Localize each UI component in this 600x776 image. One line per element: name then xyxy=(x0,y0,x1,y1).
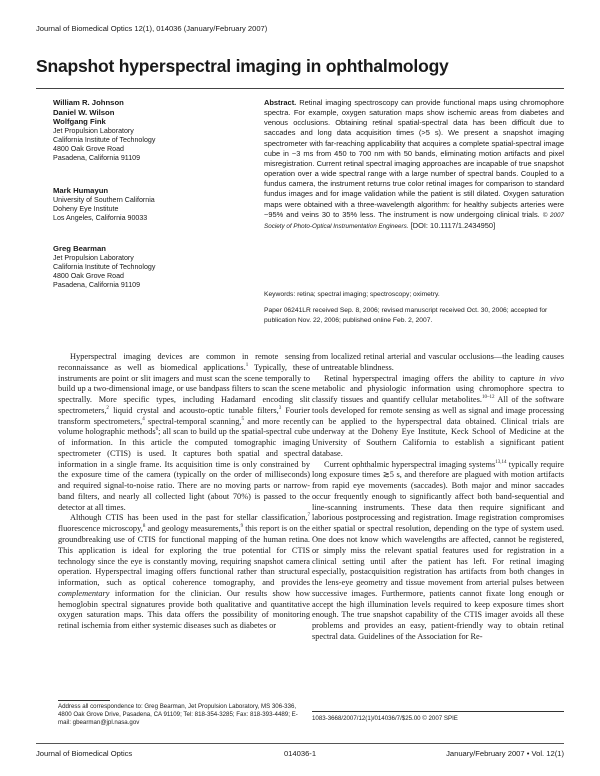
author-block-2 xyxy=(53,186,253,223)
affiliation-line: Doheny Eye Institute xyxy=(53,204,119,213)
text-run: Hyperspectral imaging devices are common in remote sensing reconnaissance as well as biomedical applications. xyxy=(58,352,310,372)
text-run: and more recently volume holographic methods xyxy=(58,416,310,437)
body-column-left xyxy=(58,352,310,632)
footer-journal: Journal of Biomedical Optics xyxy=(36,749,133,758)
author-name: William R. Johnson xyxy=(53,98,124,107)
text-run: and geology measurements, xyxy=(145,524,241,534)
affiliation-line: University of Southern California xyxy=(53,195,155,204)
footnote-divider xyxy=(58,700,110,701)
affiliation-line: 4800 Oak Grove Road xyxy=(53,145,124,154)
text-run: this report is on the groundbreaking use of CTIS for functional mapping of the human retina. This application is ideal for exploring the true potential for CTIS technology since the eye is constantly moving, requiring snapshot camera operation. Hyperspectral imaging offers functional rather than structural information, such as optical coherence tomography, and provides xyxy=(58,524,311,588)
correspondence-note: Address all correspondence to: Greg Bearman, Jet Propulsion Laboratory, MS 306-336, 4800 Oak Grove Drive, Pasadena, CA 91109; Tel: 818-354-3285; Fax: 818-393-4489; E-mail: gbearman@jpl.nasa.gov xyxy=(58,703,298,727)
body-column-right xyxy=(312,352,564,643)
reference-number: 2 xyxy=(106,406,109,412)
reference-number: 4 xyxy=(142,416,145,422)
received-dates: Paper 06241LR received Sep. 8, 2006; revised manuscript received Oct. 30, 2006; accepted for publication Nov. 22, 2006; published online Feb. 2, 2007. xyxy=(264,307,548,324)
text-run: Although CTIS has been used in the past for stellar classification, xyxy=(70,513,308,523)
body-paragraph xyxy=(312,460,564,643)
reference-number: 1 xyxy=(245,362,249,368)
abstract-label: Abstract. xyxy=(264,98,297,107)
reference-number: 10–12 xyxy=(481,395,495,401)
issn-divider xyxy=(312,711,564,712)
reference-number: 7 xyxy=(307,513,310,519)
text-run: typically require long exposure times ≳5 s, and therefore are plagued with motion artifacts from rapid eye movements (saccades). Both major and minor saccades occur frequently enough to significantly affect both band-sequential and line-scanning instruments. These data then require significant and laborious postprocessing and registration. Image registration compromises either spatial or spectral resolution, depending on the type of system used. One does not know which wavelengths are affected, cannot be registered, or simply miss the relevant spatial features used for registration in a clinical setting until after the patient has left. For retinal imaging especially, postacquisition registration has artifacts from both changes in the lens-eye geometry and tissue movement from arterial pulses between successive images. Furthermore, patients cannot fixate long enough or accept the high illumination levels required to keep exposure times short enough. The true snapshot capability of the CTIS imager avoids all these problems and provides an easy, patient-friendly way to obtain retinal spectral data. Guidelines of the Association for Re- xyxy=(312,459,564,641)
text-run: All of the software tools developed for remote sensing as well as signal and image processing can be applied to the hyperspectral data obtained. Clinical trials are underway at the Doheny Eye Institute, Keck School of Medicine at the University of Southern California to establish a significant patient database. xyxy=(312,395,564,458)
text-run: liquid crystal and acousto-optic tunable filters, xyxy=(108,405,279,415)
affiliation-line: California Institute of Technology xyxy=(53,262,156,271)
text-run: Current ophthalmic hyperspectral imaging systems xyxy=(324,459,496,469)
text-run: metabolic and physiologic information using chromophore spectra to classify tissues and quantify cellular metabolites. xyxy=(312,384,564,405)
text-run-italic: complementary xyxy=(58,588,110,598)
affiliation-line: 4800 Oak Grove Road xyxy=(53,272,124,280)
abstract xyxy=(264,98,564,232)
reference-number: 13,14 xyxy=(495,459,507,465)
affiliation-line: Pasadena, California 91109 xyxy=(53,281,141,290)
body-paragraph xyxy=(58,513,310,631)
reference-number: 9 xyxy=(240,524,244,530)
abstract-text: Retinal imaging spectroscopy can provide functional maps using chromophore spectra. For example, oxygen saturation maps show ischemic areas from diabetes and venous occlusions. Obtaining retinal spatial-spectral data has been difficult due to saccades and long data acquisition times (>5 s). We present a snapshot imaging spectrometer with far-reaching applicability that acquires a complete spatial-spectral image cube in ~3 ms from 450 to 700 nm with 50 bands, eliminating motion artifacts and pixel misregistration. Current retinal spectral imaging approaches are incapable of true snapshot operation over a wide spectral range with a large number of spectral bands. Coupled to a fundus camera, the instrument returns true color retinal images for comparison to standard fundus images and for image validation while the patient is still dilated. Oxygen saturation maps were obtained with a three-wavelength algorithm: for healthy subjects arteries were ~95% and veins 30 to 35% less. The instrument is now undergoing clinical trials. xyxy=(264,98,564,219)
affiliation-line: Jet Propulsion Laboratory xyxy=(53,126,134,135)
author-block-1 xyxy=(53,98,253,164)
body-paragraph xyxy=(58,352,310,513)
text-run: Typically, these instruments are point or slit imagers and must scan the scene temporally to build up a two-dimensional image, or use bandpass filters to scan the scene spectrally. More specific types, including Hadamard encoding slit spectrometers, xyxy=(58,362,310,415)
text-run: information for the clinician. Our results show how hemoglobin spectral signatures provide both qualitative and quantitative oxygen saturation maps. This data offers the possibility of monitoring retinal ischemia from either systemic diseases such as diabetes or xyxy=(58,588,310,631)
paper-title: Snapshot hyperspectral imaging in ophthalmology xyxy=(36,56,449,76)
author-name: Greg Bearman xyxy=(53,244,106,253)
affiliation-line: Pasadena, California 91109 xyxy=(53,154,141,163)
affiliation-line: Los Angeles, California 90033 xyxy=(53,214,148,222)
title-divider xyxy=(36,88,564,89)
affiliation-line: Jet Propulsion Laboratory xyxy=(53,253,134,262)
text-run: Retinal hyperspectral imaging offers the ability to capture xyxy=(324,373,540,383)
footer-divider xyxy=(36,743,564,744)
author-name: Wolfgang Fink xyxy=(53,117,106,127)
author-block-3 xyxy=(53,244,253,290)
text-run: ; all scan to build up the spatial-spectral cube of information. In this article the computed tomographic imaging spectrometer (CTIS) is used. It captures both spatial and spectral information in a single frame. Its acquisition time is only constrained by the exposure time of the camera (typically on the order of milliseconds) and required signal-to-noise ratio. There are no moving parts or narrow-band filters, and nearly all collected light (about 70%) is passed to the detector at all times. xyxy=(58,427,310,512)
abstract-copyright: © 2007 Society of Photo-Optical Instrumentation Engineers. xyxy=(264,211,564,230)
reference-number: 8 xyxy=(142,524,146,530)
author-name: Mark Humayun xyxy=(53,186,109,195)
body-paragraph: from localized retinal arterial and vascular occlusions—the leading causes of untreatable blindness. xyxy=(312,352,564,372)
footer-page-number: 014036-1 xyxy=(283,749,317,758)
journal-header: Journal of Biomedical Optics 12(1), 014036 (January/February 2007) xyxy=(36,24,268,33)
body-paragraph xyxy=(312,374,564,460)
reference-number: 5 xyxy=(241,416,244,422)
keywords: Keywords: retina; spectral imaging; spectroscopy; oximetry. xyxy=(264,291,440,298)
footer-issue: January/February 2007 • Vol. 12(1) xyxy=(446,749,564,758)
text-run: spectral-temporal scanning, xyxy=(144,416,242,426)
author-name: Daniel W. Wilson xyxy=(53,107,115,117)
abstract-doi: [DOI: 10.1117/1.2434950] xyxy=(410,220,496,230)
text-run: Fourier transform spectrometers, xyxy=(58,405,310,426)
issn-line: 1083-3668/2007/12(1)/014036/7/$25.00 © 2007 SPIE xyxy=(312,715,458,722)
text-run-italic: in vivo xyxy=(539,373,564,383)
reference-number: 3 xyxy=(278,406,282,412)
reference-number: 6 xyxy=(155,427,159,433)
affiliation-line: California Institute of Technology xyxy=(53,135,156,144)
text-run: fluorescence microscopy, xyxy=(58,524,143,534)
